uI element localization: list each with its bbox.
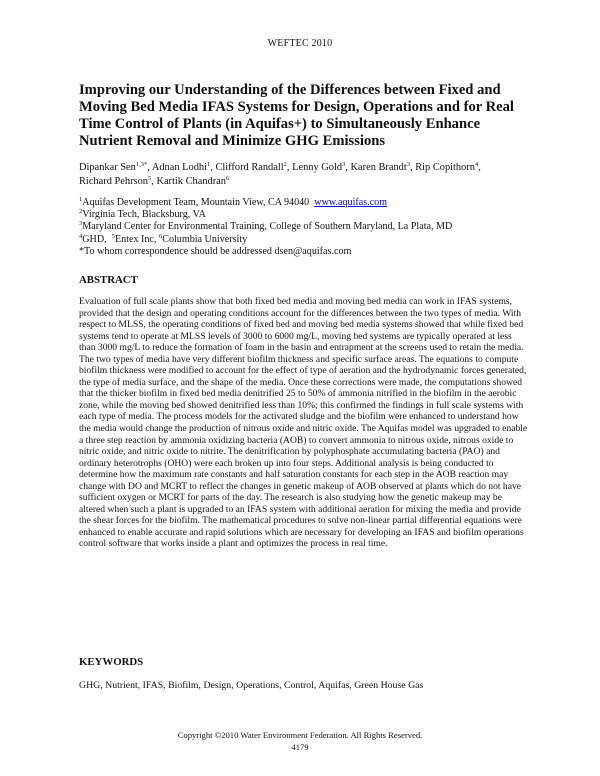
author-name: Richard Pehrson	[79, 175, 148, 187]
affiliation-2: $^2$Virginia Tech, Blacksburg, VA	[79, 208, 206, 221]
author-affil-mark: 2	[283, 161, 287, 168]
author-affil-mark: 3	[342, 161, 346, 168]
page-footer	[0, 729, 600, 753]
author-7	[156, 176, 229, 187]
affiliation-list	[79, 197, 549, 258]
author-1: Adnan Lodhi$^1$,	[151, 161, 216, 173]
author-list	[79, 161, 549, 188]
keywords-heading: KEYWORDS	[79, 656, 144, 668]
abstract-heading: ABSTRACT	[79, 274, 138, 286]
author-6: Richard Pehrson$^5$,	[79, 174, 157, 187]
abstract-text: Evaluation of full scale plants show that both fixed bed media and moving bed media can work in IFAS systems, provided that the design and operating conditions account for the differences between the two types of media. With respect to MLSS, the operating conditions of fixed bed and moving bed media systems showed that while fixed bed systems tend to operate at MLSS levels of 3000 to 6000 mg/L, moving bed systems are typically operated at less than 3000 mg/L to reduce the formation of foam in the basin and entrapment at the screens used to retain the media. The two types of media have very different biofilm thickness and specific surface areas. The equations to compute biofilm thickness were modified to account for the effect of type of aeration and the hydrodynamic forces generated, the type of media surface, and the shape of the media. Once these corrections were made, the computations showed that the thicker biofilm in fixed bed media denitrified 25 to 50% of ammonia nitrified in the biofilm in the aerobic zone, while the moving bed showed denitrified less than 10%; this confirmed the findings in full scale systems with each type of media. The process models for the activated sludge and the biofilm were enhanced to understand how the media would change the production of nitrous oxide and nitric oxide. The Aquifas model was upgraded to enable a three step reaction by ammonia oxidizing bacteria (AOB) to convert ammonia to nitrous oxide, nitrous oxide to nitric oxide, and nitric oxide to nitrite. The denitrification by polyphosphate accumulating bacteria (PAO) and ordinary heterotrophs (OHO) were each broken up into four steps. Additional analysis is being conducted to determine how the maximum rate constants and half saturation constants for each step in the AOB reaction may change with DO and MCRT to reflect the changes in genetic makeup of AOB observed at plants which do not have sufficient oxygen or MCRT for parts of the day. The research is also studying how the genetic makeup may be altered when such a plant is upgraded to an IFAS system with additional aeration for mixing the media and provide the shear forces for the biofilm. The mathematical procedures to solve non-linear partial differential equations were enhanced to enable accurate and rapid solutions which are necessary for developing an IFAS and biofilm operations control software that works inside a plant and optimizes the process in real time.	[79, 296, 528, 550]
author-affil-mark: 1,3*	[135, 161, 148, 168]
keywords-text: GHG, Nutrient, IFAS, Biofilm, Design, Operations, Control, Aquifas, Green House Gas	[79, 680, 424, 691]
author-name: Adnan Lodhi	[151, 162, 207, 173]
author-name: Clifford Randall	[215, 162, 284, 173]
copyright-notice: Copyright ©2010 Water Environment Federation. All Rights Reserved.	[177, 730, 423, 740]
affiliation-1: $^1$Aquifas Development Team, Mountain View, CA 94040 www.aquifas.com	[79, 196, 388, 208]
author-2: Clifford Randall$^2$,	[215, 161, 293, 173]
page-number: 4179	[291, 742, 309, 752]
author-affil-mark: 3	[406, 161, 411, 168]
author-4: Karen Brandt$^3$,	[350, 161, 416, 173]
aquifas-website-link[interactable]: www.aquifas.com	[314, 197, 388, 208]
paper-title: Improving our Understanding of the Differences between Fixed and Moving Bed Media IFAS Systems for Design, Operations and for Real Time Control of Plants (in Aquifas+) to Simultaneously Enhance Nutrient Removal and Minimize GHG Emissions	[79, 82, 514, 149]
author-affil-mark: 5	[147, 174, 152, 182]
running-head: WEFTEC 2010	[267, 38, 333, 49]
author-name: Kartik Chandran	[156, 175, 226, 187]
correspondence-note: *To whom correspondence should be addressed dsen@aquifas.com	[79, 245, 352, 257]
author-name: Lenny Gold	[292, 162, 343, 173]
author-5: Rip Copithorn$^4$,	[415, 161, 481, 173]
author-name: Rip Copithorn	[415, 162, 475, 173]
author-affil-mark: 6	[225, 174, 230, 182]
affiliation-4-6: $^4$GHD, $^5$Entex Inc, $^6$Columbia University	[79, 232, 248, 245]
author-0: Dipankar Sen$^{1,3*}$,	[79, 161, 152, 173]
author-affil-mark: 1	[206, 161, 211, 168]
author-3: Lenny Gold$^3$,	[292, 161, 351, 173]
author-name: Dipankar Sen	[79, 162, 136, 173]
affiliation-3: $^3$Maryland Center for Environmental Training, College of Southern Maryland, La Plata, MD	[79, 220, 453, 233]
author-name: Karen Brandt	[350, 162, 407, 173]
author-affil-mark: 4	[474, 161, 479, 168]
